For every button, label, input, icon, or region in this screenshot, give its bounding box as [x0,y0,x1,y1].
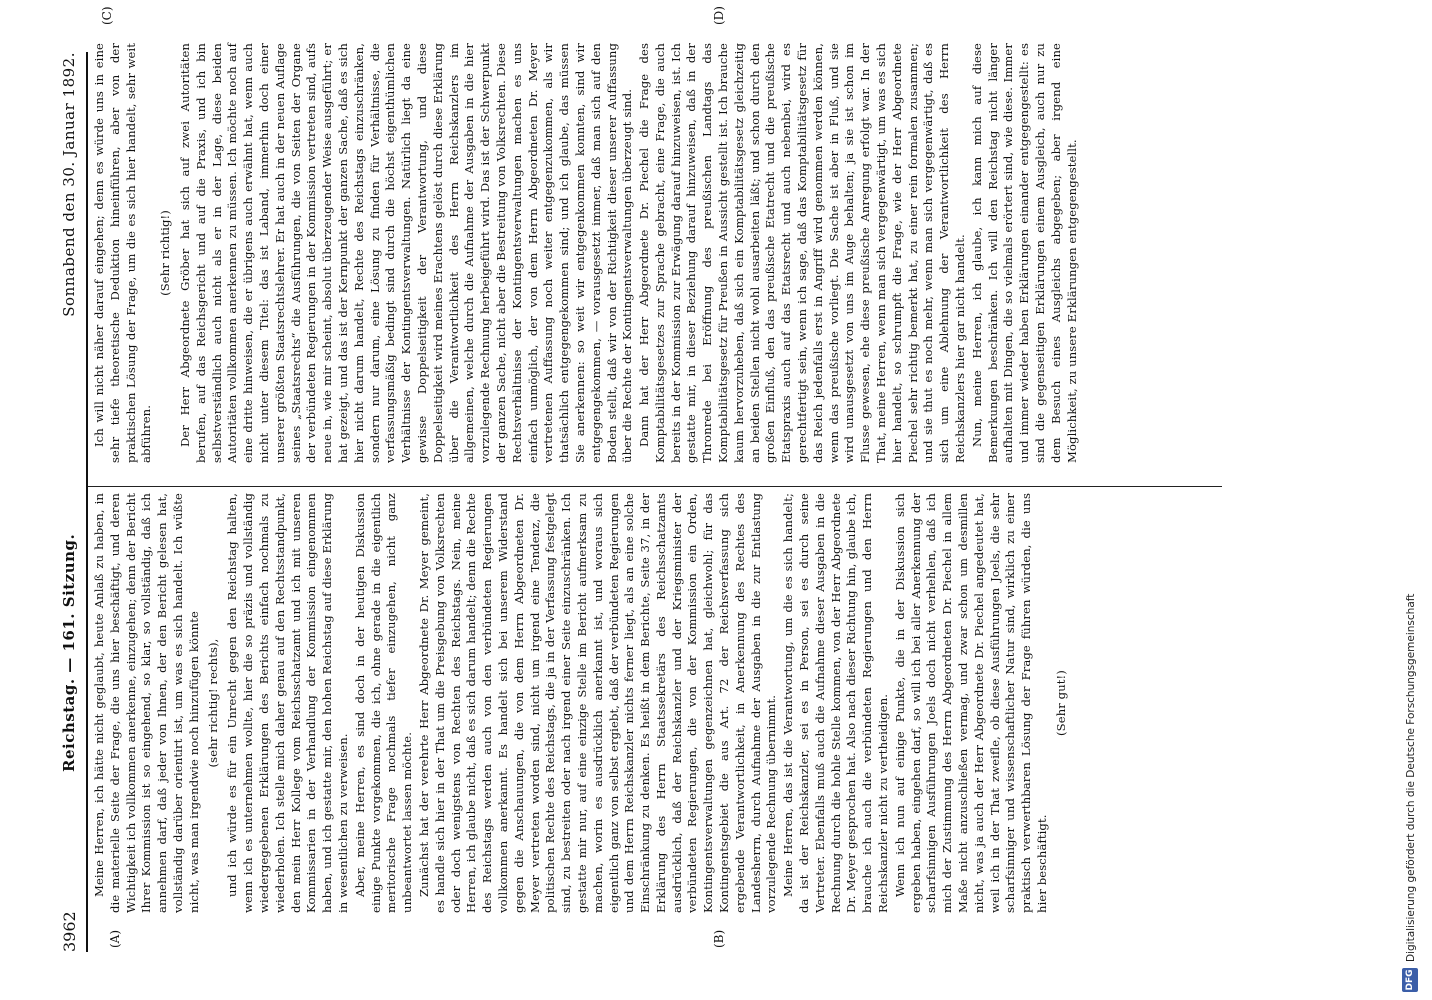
paragraph: Dann hat der Herr Abgeordnete Dr. Piechel die Frage des Komptabilitätsgesetzes zur Sprache gebracht, eine Frage, die auch bereits in der Kommission zur Erwägung darauf hinzuweisen, ist. Ich gestatte mir, in dieser Beziehung darauf hinzuweisen, daß in der Thronrede bei Eröffnung des preußischen Landtags das Komptabilitätsgesetz für Preußen in Aussicht gestellt ist. Ich brauche kaum hervorzuheben, daß sich ein Komptabilitätsgesetz gleichzeitig an beiden Stellen nicht wohl ausarbeiten läßt; und schon durch den großen Einfluß, den das preußische Etatrecht und die preußische Etatspraxis auch auf das Etatsrecht und auch nebenbei, wird es gerechtfertigt sein, wenn ich sage, daß das Komptabilitätsgesetz für das Reich jedenfalls erst in Angriff wird genommen werden können, wenn das preußische vorliegt. Die Sache ist aber in Fluß, und sie wird unausgesetzt von uns im Auge behalten; ja sie ist schon im Flusse gewesen, ehe diese preußische Anregung erfolgt war. In der That, meine Herren, wenn man sich vergegenwärtigt, um was es sich hier handelt, so schrumpft die Frage, wie der Herr Abgeordnete Piechel sehr richtig bemerkt hat, zu einer rein formalen zusammen; und sie thut es noch mehr, wenn man sich vergegenwärtigt, daß es sich um eine Ablehnung der Verantwortlichkeit des Herrn Reichskanzlers hier gar nicht handelt. [637,43,968,463]
digitization-credit-text: Digitalisierung gefördert durch die Deutsche Forschungsgemeinschaft [1405,593,1417,962]
paragraph: Wenn ich nun auf einige Punkte, die in der Diskussion sich ergeben haben, eingehen darf, so will ich bei aller Anerkennung der scharfsinnigen Ausführungen Joels doch nicht verhehlen, daß ich mich der Zustimmung des Herrn Abgeordneten Dr. Piechel in allem Maße nicht anzuschließen vermag, und zwar schon um desmillen nicht, was ja auch der Herr Abgeordnete Dr. Piechel angedeutet hat, weil ich in der That zweifle, ob diese Ausführungen Joels, die sehr scharfsinniger und wissenschaftlicher Natur sind, wirklich zu einer praktisch verwerthbaren Lösung der Frage führen würden, die uns hier beschäftigt. [892,493,1050,913]
paragraph: Der Herr Abgeordnete Gröber hat sich auf zwei Autoritäten berufen, auf das Reichsgericht und auf die Praxis, und ich bin selbstverständlich auch nicht als er in der Lage, diese beiden Autoritäten vollkommen anerkennen zu müssen. Ich möchte noch auf eine dritte hinweisen, die er übrigens auch erwähnt hat, wenn auch nicht unter diesem Titel: das ist Laband, immerhin doch einer unserer größten Staatsrechtslehrer. Er hat auch in der neuen Auflage seines „Staatsrechts“ die Ausführungen, die von Seiten der Organe der verbündeten Regierungen in der Kommission vertreten sind, aufs neue in, wie mir scheint, absolut überzeugender Weise ausgeführt; er hat gezeigt, und das ist der Kernpunkt der ganzen Sache, daß es sich hier nicht darum handelt, Rechte des Reichstags einzuschränken, sondern nur darum, eine Lösung zu finden für Verhältnisse, die verfassungsmäßig bedingt sind durch die höchst eigenthümlichen Verhältnisse der Kontingentsverwaltungen. Natürlich liegt da eine gewisse Doppelseitigkeit der Verantwortung, und diese Doppelseitigkeit wird meines Erachtens gelöst durch diese Erklärung über die Verantwortlichkeit des Herrn Reichskanzlers im allgemeinen, welche durch die Aufnahme der Ausgaben in die hier vorzulegende Rechnung herbeigeführt wird. Das ist der Schwerpunkt der ganzen Sache, nicht aber die Bestreitung von Volksrechten. Diese Rechtsverhältnisse der Kontingentsverwaltungen machen es uns einfach unmöglich, der von dem Herrn Abgeordneten Dr. Meyer vertretenen Auffassung noch weiter entgegenzukommen, als wir thatsächlich entgegengekommen sind; und ich glaube, das müssen Sie anerkennen: so weit wir entgegenkommen konnten, sind wir entgegengekommen, — vorausgesetzt immer, daß man sich auf den Boden stellt, daß wir von der Richtigkeit dieser unserer Auffassung über die Rechte der Kontingentsverwaltungen überzeugt sind. [177,43,635,463]
header-rule [86,52,88,952]
margin-marker-a: (A) [108,929,122,948]
right-column [92,43,1081,463]
header-session-title: Reichstag. — 161. Sitzung. [60,533,78,772]
margin-marker-b: (B) [712,929,726,948]
paragraph: Meine Herren, ich hätte nicht geglaubt, heute Anlaß zu haben, in die materielle Seite der Frage, die uns hier beschäftigt, und deren Wichtigkeit ich vollkommen anerkenne, einzugehen; denn der Bericht Ihrer Kommission ist so eingehend, so klar, so vollständig, daß ich annehmen darf, daß jeder von Ihnen, der den Bericht gelesen hat, vollständig darüber orientirt ist, um was es sich handelt. Ich wüßte nicht, was man irgendwie noch hinzufügen könnte [92,493,201,913]
column-divider [88,486,1222,487]
margin-marker-c: (C) [100,6,114,25]
paragraph: Aber, meine Herren, es sind doch in der heutigen Diskussion einige Punkte vorgekommen, die ich, ohne gerade in die eigentlich meritorische Frage nochmals tiefer einzugehen, nicht ganz unbeantwortet lassen möchte. [352,493,415,913]
interjection: (Sehr richtig!) [158,210,173,296]
margin-marker-d: (D) [712,6,726,25]
paragraph: Meine Herren, das ist die Verantwortung, um die es sich handelt; da ist der Reichskanzler, sei es in Person, sei es durch seine Vertreter. Ebenfalls muß auch die Aufnahme dieser Ausgaben in die Rechnung durch die hohle Stelle kommen, von der Herr Abgeordnete Dr. Meyer gesprochen hat. Also nach dieser Richtung hin, glaube ich, brauche ich auch die verbündeten Regierungen und den Herrn Reichskanzler nicht zu vertheidigen. [781,493,891,913]
paragraph: Zunächst hat der verehrte Herr Abgeordnete Dr. Meyer gemeint, es handle sich hier in der That um die Preisgebung von Volksrechten oder doch wenigstens von Rechten des Reichstags. Nein, meine Herren, ich glaube nicht, daß es sich darum handelt; denn die Rechte des Reichstags werden auch von den verbündeten Regierungen vollkommen anerkannt. Es handelt sich bei unserem Widerstand gegen die Anschauungen, die von dem Herrn Abgeordneten Dr. Meyer vertreten worden sind, nicht um irgend eine Tendenz, die politischen Rechte des Reichstags, die ja in der Verfassung festgelegt sind, zu bestreiten oder nach irgend einer Seite einzuschränken. Ich gestatte mir nur, auf eine einzige Stelle im Bericht aufmerksam zu machen, worin es ausdrücklich anerkannt ist, und woraus sich eigentlich ganz von selbst ergiebt, daß der verbündeten Regierungen und dem Herrn Reichskanzler nichts ferner liegt, als an eine solche Einschränkung zu denken. Es heißt in dem Berichte, Seite 37, in der Erklärung des Herrn Staatssekretärs des Reichsschatzamts ausdrücklich, daß der Reichskanzler und der Kriegsminister der verbündeten Regierungen, die von der Kommission ein Orden, Kontingentsverwaltungen gegenzeichnen hat, gleichwohl; für das Kontingentsgebiet die aus Art. 72 der Reichsverfassung sich ergebende Verantwortlichkeit, in Anerkennung des Rechtes des Landesherrn, durch Aufnahme der Ausgaben in die zur Entlastung vorzulegende Rechnung übernimmt. [416,493,779,913]
page-number: 3962 [60,911,79,952]
digitization-credit [1398,0,1424,1000]
paragraph: Ich will nicht näher darauf eingehen; denn es würde uns in eine sehr tiefe theoretische Deduktion hineinführen, aber von der praktischen Lösung der Frage, um die es sich hier handelt, sehr weit abführen. [92,43,154,463]
left-column [92,493,1074,913]
interjection: (Sehr gut!) [1053,670,1068,736]
page-header [58,52,86,952]
header-date: Sonnabend den 30. Januar 1892. [60,52,78,317]
interjection: (sehr richtig! rechts), [205,638,220,768]
dfg-logo: DFG [1402,968,1418,992]
paragraph: Nun, meine Herren, ich glaube, ich kann mich auf diese Bemerkungen beschränken. Ich will den Reichstag nicht länger aufhalten mit Dingen, die so vielmals erörtert sind, wie diese. Immer und immer wieder haben Erklärungen einander entgegengestellt: es sind die gegenseitigen Erklärungen einem Ausgleich, auch nur zu dem Besuch eines Ausgleichs abgegeben; aber irgend eine Möglichkeit, zu unsere Erklärungen entgegengestellt. [969,43,1079,463]
paragraph: und ich würde es für ein Unrecht gegen den Reichstag halten, wenn ich es unternehmen wollte, hier die so präzis und vollständig wiedergegebenen Erklärungen des Berichts einfach nochmals zu wiederholen. Ich stelle mich daher genau auf den Rechtsstandpunkt, den mein Herr Kollege vom Reichsschatzamt und ich mit unseren Kommissarien in der Verhandlung der Kommission eingenommen haben, und ich gestatte mir, den hohen Reichstag auf diese Erklärung in wesentlichen zu verweisen. [225,493,350,913]
